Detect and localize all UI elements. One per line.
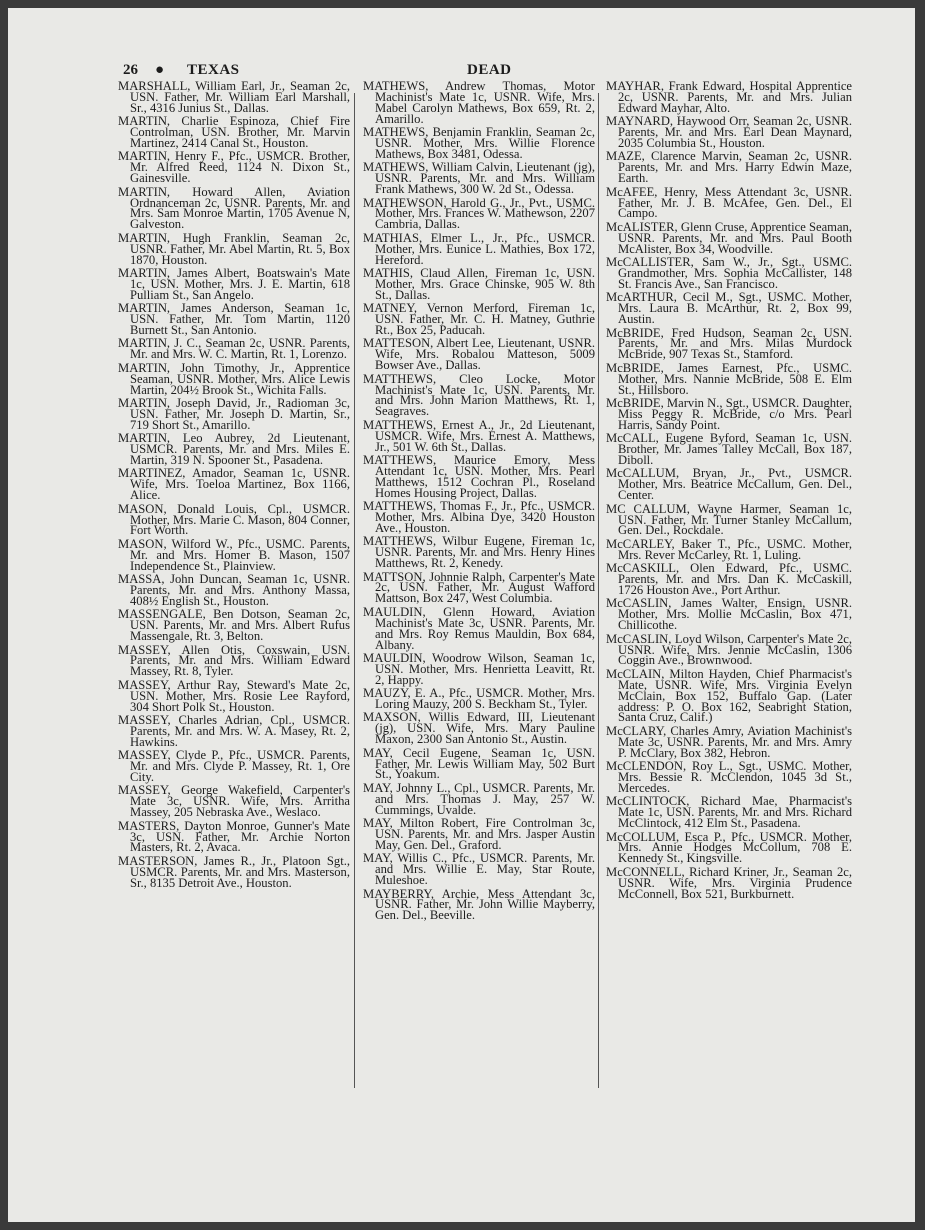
casualty-entry: MASSEY, Clyde P., Pfc., USMCR. Parents, Mr. and Mrs. Clyde P. Massey, Rt. 1, Ore City. (118, 748, 350, 784)
document-page (8, 8, 915, 1222)
casualty-entry: McCOLLUM, Esca P., Pfc., USMCR. Mother, Mrs. Annie Hodges McCollum, 708 E. Kennedy St., Kingsville. (606, 829, 852, 866)
casualty-entry: McCASLIN, Loyd Wilson, Carpenter's Mate 2c, USNR. Wife, Mrs. Jennie McCaslin, 1306 Coggin Ave., Brownwood. (606, 631, 852, 668)
casualty-entry: McCASKILL, Olen Edward, Pfc., USMC. Parents, Mr. and Mrs. Dan K. McCaskill, 1726 Houston Ave., Port Arthur. (606, 561, 852, 597)
casualty-entry: MATTHEWS, Cleo Locke, Motor Machinist's Mate 1c, USN. Parents, Mr. and Mrs. John Marion Matthews, Rt. 1, Seagraves. (363, 371, 595, 419)
casualty-entry: McAFEE, Henry, Mess Attendant 3c, USNR. Father, Mr. J. B. McAfee, Gen. Del., El Campo. (606, 184, 852, 221)
casualty-entry: McCALL, Eugene Byford, Seaman 1c, USN. Brother, Mr. James Talley McCall, Box 187, Diboll. (606, 431, 852, 467)
casualty-entry: McCALLISTER, Sam W., Jr., Sgt., USMC. Grandmother, Mrs. Sophia McCallister, 148 St. Francis Ave., San Francisco. (606, 255, 852, 291)
casualty-entry: McCLARY, Charles Amry, Aviation Machinist's Mate 3c, USNR. Parents, Mr. and Mrs. Amry P. McClary, Box 382, Hebron. (606, 723, 852, 760)
casualty-entry: MARSHALL, William Earl, Jr., Seaman 2c, USN. Father, Mr. William Earl Marshall, Sr., 4316 Junius St., Dallas. (118, 79, 350, 115)
casualty-entry: McBRIDE, James Earnest, Pfc., USMC. Mother, Mrs. Nannie McBride, 508 E. Elm St., Hillsboro. (606, 360, 852, 397)
casualty-entry: MASSEY, Allen Otis, Coxswain, USN. Parents, Mr. and Mrs. William Edward Massey, Rt. 8, Tyler. (118, 642, 350, 679)
casualty-entry: MATHEWS, William Calvin, Lieutenant (jg), USNR. Parents, Mr. and Mrs. William Frank Mathews, 300 W. 2d St., Odessa. (363, 160, 595, 197)
column-divider (354, 93, 355, 1088)
casualty-entry: MASON, Wilford W., Pfc., USMC. Parents, Mr. and Mrs. Homer B. Mason, 1507 Independence St., Plainview. (118, 536, 350, 573)
casualty-entry: MC CALLUM, Wayne Harmer, Seaman 1c, USN. Father, Mr. Turner Stanley McCallum, Gen. Del., Rockdale. (606, 501, 852, 538)
column-divider (598, 93, 599, 1088)
casualty-entry: MARTIN, J. C., Seaman 2c, USNR. Parents, Mr. and Mrs. W. C. Martin, Rt. 1, Lorenzo. (118, 336, 350, 362)
casualty-entry: MATTSON, Johnnie Ralph, Carpenter's Mate 2c, USN. Father, Mr. August Wafford Mattson, Box 247, West Columbia. (363, 569, 595, 606)
casualty-entry: McCLINTOCK, Richard Mae, Pharmacist's Mate 1c, USN. Parents, Mr. and Mrs. Richard McClintock, 412 Elm St., Pasadena. (606, 794, 852, 831)
casualty-entry: MARTINEZ, Amador, Seaman 1c, USNR. Wife, Mrs. Toeloa Martinez, Box 1166, Alice. (118, 466, 350, 503)
casualty-entry: MAYBERRY, Archie, Mess Attendant 3c, USNR. Father, Mr. John Willie Mayberry, Gen. Del., Beeville. (363, 886, 595, 923)
casualty-entry: MATHEWSON, Harold G., Jr., Pvt., USMC. Mother, Mrs. Frances W. Mathewson, 2207 Cambria, Dallas. (363, 195, 595, 232)
casualty-entry: MARTIN, Leo Aubrey, 2d Lieutenant, USMCR. Parents, Mr. and Mrs. Miles E. Martin, 319 N. Spooner St., Pasadena. (118, 431, 350, 467)
casualty-entry: MAY, Cecil Eugene, Seaman 1c, USN. Father, Mr. Lewis William May, 502 Burt St., Yoakum. (363, 745, 595, 782)
column-3 (606, 81, 852, 902)
casualty-entry: MATNEY, Vernon Merford, Fireman 1c, USN. Father, Mr. C. H. Matney, Guthrie Rt., Box 25, Paducah. (363, 301, 595, 338)
casualty-entry: MASSEY, George Wakefield, Carpenter's Mate 3c, USNR. Wife, Mrs. Arritha Massey, 205 Nebraska Ave., Weslaco. (118, 783, 350, 820)
casualty-entry: MAY, Willis C., Pfc., USMCR. Parents, Mr. and Mrs. Willie E. May, Star Route, Muleshoe. (363, 851, 595, 888)
casualty-entry: MASTERS, Dayton Monroe, Gunner's Mate 3c, USN. Father, Mr. Archie Norton Masters, Rt. 2, Avaca. (118, 818, 350, 855)
casualty-entry: MAYNARD, Haywood Orr, Seaman 2c, USNR. Parents, Mr. and Mrs. Earl Dean Maynard, 2035 Columbia St., Houston. (606, 114, 852, 151)
state-heading: TEXAS (187, 62, 240, 78)
casualty-entry: MAY, Milton Robert, Fire Controlman 3c, USN. Parents, Mr. and Mrs. Jasper Austin May, Gen. Del., Graford. (363, 816, 595, 852)
casualty-entry: MASSEY, Charles Adrian, Cpl., USMCR. Parents, Mr. and Mrs. W. A. Masey, Rt. 2, Hawkins. (118, 712, 350, 749)
casualty-entry: MATTHEWS, Ernest A., Jr., 2d Lieutenant, USMCR. Wife, Mrs. Ernest A. Matthews, Jr., 501 W. 6th St., Dallas. (363, 417, 595, 454)
casualty-entry: MATHIAS, Elmer L., Jr., Pfc., USMCR. Mother, Mrs. Eunice L. Mathies, Box 172, Hereford. (363, 230, 595, 267)
casualty-entry: MASSENGALE, Ben Dotson, Seaman 2c, USN. Parents, Mr. and Mrs. Albert Rufus Massengale, Rt. 3, Belton. (118, 607, 350, 644)
casualty-entry: MAULDIN, Glenn Howard, Aviation Machinist's Mate 3c, USNR. Parents, Mr. and Mrs. Roy Remus Mauldin, Box 684, Albany. (363, 604, 595, 652)
casualty-entry: McARTHUR, Cecil M., Sgt., USMC. Mother, Mrs. Laura B. McArthur, Rt. 2, Box 99, Austin. (606, 290, 852, 327)
casualty-entry: MAYHAR, Frank Edward, Hospital Apprentice 2c, USNR. Parents, Mr. and Mrs. Julian Edward Mayhar, Alto. (606, 79, 852, 115)
casualty-entry: McALISTER, Glenn Cruse, Apprentice Seaman, USNR. Parents, Mr. and Mrs. Paul Booth McAlister, Box 34, Woodville. (606, 219, 852, 256)
casualty-entry: MARTIN, Hugh Franklin, Seaman 2c, USNR. Father, Mr. Abel Martin, Rt. 5, Box 1870, Houston. (118, 230, 350, 267)
casualty-entry: McCLAIN, Milton Hayden, Chief Pharmacist's Mate, USNR. Wife, Mrs. Virginia Evelyn McClain, Box 152, Buffalo Gap. (Later address: P. O. Box 162, Seabright Station, Santa Cruz, Calif.) (606, 666, 852, 725)
casualty-entry: MATTHEWS, Wilbur Eugene, Fireman 1c, USNR. Parents, Mr. and Mrs. Henry Hines Matthews, Rt. 2, Kenedy. (363, 534, 595, 571)
casualty-entry: MAULDIN, Woodrow Wilson, Seaman 1c, USN. Mother, Mrs. Henrietta Leavitt, Rt. 2, Happy. (363, 650, 595, 687)
casualty-entry: MASTERSON, James R., Jr., Platoon Sgt., USMCR. Parents, Mr. and Mrs. Masterson, Sr., 8135 Detroit Ave., Houston. (118, 853, 350, 890)
casualty-entry: MARTIN, Henry F., Pfc., USMCR. Brother, Mr. Alfred Reed, 1124 N. Dixon St., Gainesville. (118, 149, 350, 186)
casualty-entry: McCASLIN, James Walter, Ensign, USNR. Mother, Mrs. Mollie McCaslin, Box 471, Chillicothe. (606, 596, 852, 633)
casualty-entry: MATTESON, Albert Lee, Lieutenant, USNR. Wife, Mrs. Robalou Matteson, 5009 Bowser Ave., Dallas. (363, 336, 595, 373)
casualty-entry: MAY, Johnny L., Cpl., USMCR. Parents, Mr. and Mrs. Thomas J. May, 257 W. Cummings, Uvalde. (363, 780, 595, 817)
casualty-entry: MAUZY, E. A., Pfc., USMCR. Mother, Mrs. Loring Mauzy, 200 S. Beckham St., Tyler. (363, 686, 595, 712)
casualty-entry: MAXSON, Willis Edward, III, Lieutenant (jg), USN. Wife, Mrs. Mary Pauline Maxon, 2300 San Antonio St., Austin. (363, 710, 595, 747)
casualty-entry: MARTIN, Charlie Espinoza, Chief Fire Controlman, USN. Brother, Mr. Marvin Martinez, 2414 Canal St., Houston. (118, 114, 350, 151)
casualty-entry: MARTIN, Joseph David, Jr., Radioman 3c, USN. Father, Mr. Joseph D. Martin, Sr., 719 Short St., Amarillo. (118, 395, 350, 432)
casualty-entry: MATHEWS, Benjamin Franklin, Seaman 2c, USNR. Mother, Mrs. Willie Florence Mathews, Box 3481, Odessa. (363, 125, 595, 161)
casualty-entry: MARTIN, Howard Allen, Aviation Ordnanceman 2c, USNR. Parents, Mr. and Mrs. Sam Monroe Martin, 1705 Avenue N, Galveston. (118, 184, 350, 232)
casualty-entry: McCLENDON, Roy L., Sgt., USMC. Mother, Mrs. Bessie R. McClendon, 1045 3d St., Mercedes. (606, 759, 852, 795)
casualty-entry: MATHEWS, Andrew Thomas, Motor Machinist's Mate 1c, USNR. Wife, Mrs. Mabel Carolyn Mathews, Box 659, Rt. 2, Amarillo. (363, 79, 595, 126)
column-2 (363, 81, 595, 924)
casualty-entry: MASON, Donald Louis, Cpl., USMCR. Mother, Mrs. Marie C. Mason, 804 Conner, Fort Worth. (118, 501, 350, 538)
casualty-entry: McCARLEY, Baker T., Pfc., USMC. Mother, Mrs. Rever McCarley, Rt. 1, Luling. (606, 536, 852, 562)
column-1 (118, 81, 350, 891)
page-number: 26 (123, 62, 138, 78)
casualty-entry: MATTHEWS, Thomas F., Jr., Pfc., USMCR. Mother, Mrs. Albina Dye, 3420 Houston Ave., Houston. (363, 499, 595, 535)
casualty-entry: MARTIN, James Albert, Boatswain's Mate 1c, USN. Mother, Mrs. J. E. Martin, 618 Pulliam St., San Angelo. (118, 266, 350, 302)
casualty-entry: MAZE, Clarence Marvin, Seaman 2c, USNR. Parents, Mr. and Mrs. Harry Edwin Maze, Earth. (606, 149, 852, 186)
section-heading: DEAD (467, 62, 512, 78)
casualty-entry: McCONNELL, Richard Kriner, Jr., Seaman 2c, USNR. Wife, Mrs. Virginia Prudence McConnell, Box 521, Burkburnett. (606, 864, 852, 901)
casualty-entry: MARTIN, James Anderson, Seaman 1c, USN. Father, Mr. Tom Martin, 1120 Burnett St., San Antonio. (118, 301, 350, 338)
casualty-entry: MASSA, John Duncan, Seaman 1c, USNR. Parents, Mr. and Mrs. Anthony Massa, 408½ English St., Houston. (118, 572, 350, 608)
casualty-entry: MASSEY, Arthur Ray, Steward's Mate 2c, USN. Mother, Mrs. Rosie Lee Rayford, 304 Short Polk St., Houston. (118, 677, 350, 714)
bullet-separator: ● (155, 62, 165, 78)
casualty-entry: MATTHEWS, Maurice Emory, Mess Attendant 1c, USN. Mother, Mrs. Pearl Matthews, 1512 Cochran Pl., Roseland Homes Housing Project, Dallas. (363, 453, 595, 500)
casualty-entry: MARTIN, John Timothy, Jr., Apprentice Seaman, USNR. Mother, Mrs. Alice Lewis Martin, 204½ Brook St., Wichita Falls. (118, 360, 350, 397)
casualty-entry: McCALLUM, Bryan, Jr., Pvt., USMCR. Mother, Mrs. Beatrice McCallum, Gen. Del., Center. (606, 466, 852, 503)
casualty-entry: McBRIDE, Marvin N., Sgt., USMCR. Daughter, Miss Peggy R. McBride, c/o Mrs. Pearl Harris, Sandy Point. (606, 395, 852, 432)
casualty-entry: MATHIS, Claud Allen, Fireman 1c, USN. Mother, Mrs. Grace Chinske, 905 W. 8th St., Dallas. (363, 266, 595, 302)
casualty-entry: McBRIDE, Fred Hudson, Seaman 2c, USN. Parents, Mr. and Mrs. Milas Murdock McBride, 907 Texas St., Stamford. (606, 325, 852, 362)
